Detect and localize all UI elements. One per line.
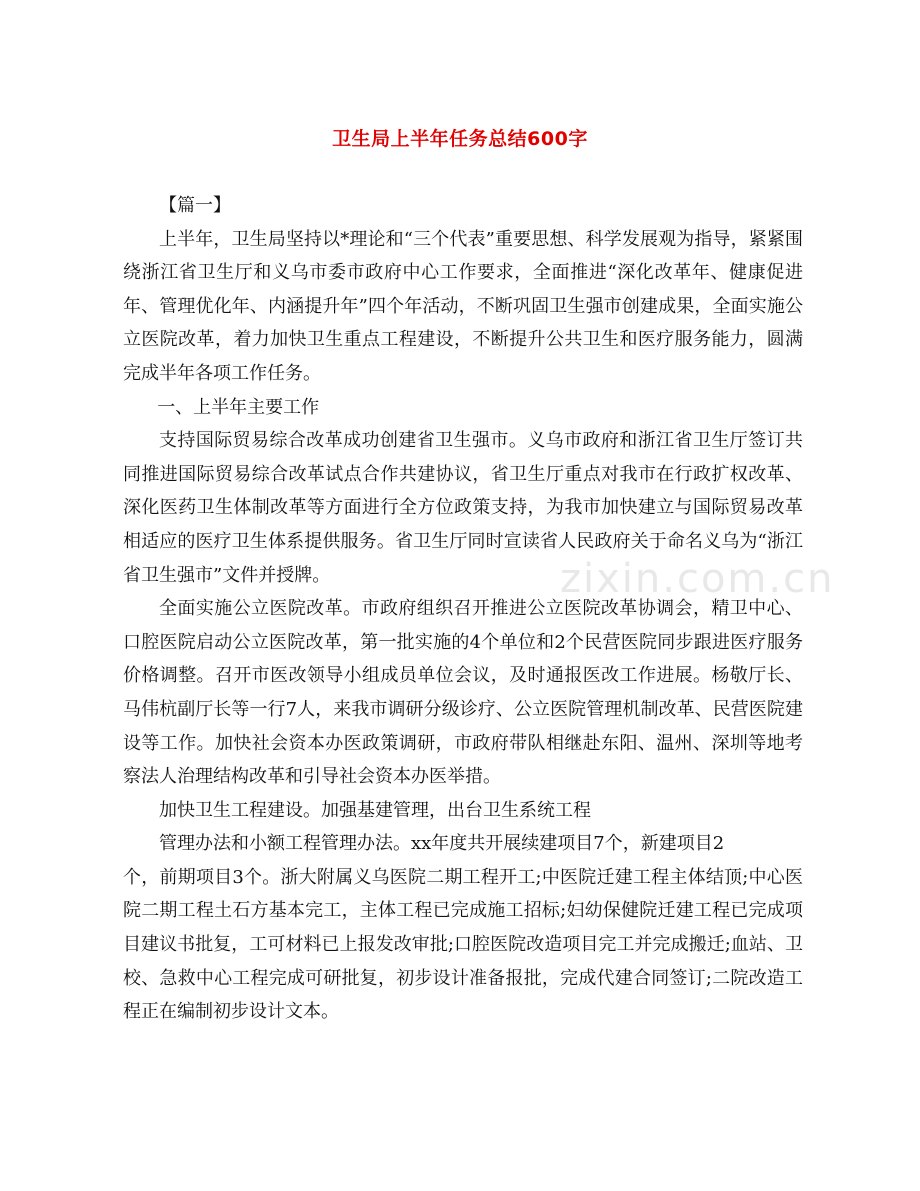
paragraph-trade-reform: 支持国际贸易综合改革成功创建省卫生强市。义乌市政府和浙江省卫生厅签订共同推进国际贸易综合改革试点合作共建协议，省卫生厅重点对我市在行政扩权改革、深化医药卫生体制改革等方面进行全方位政策支持，为我市加快建立与国际贸易改革相适应的医疗卫生体系提供服务。省卫生厅同时宣读省人民政府关于命名义乌为“浙江省卫生强市”文件并授牌。: [123, 430, 803, 586]
document-body: [123, 189, 803, 1029]
paragraph-construction-heading: 加快卫生工程建设。加强基建管理，出台卫生系统工程: [159, 799, 591, 821]
paragraph-construction-details: 个，前期项目3个。浙大附属义乌医院二期工程开工;中医院迁建工程主体结顶;中心医院二期工程土石方基本完工，主体工程已完成施工招标;妇幼保健院迁建工程已完成项目建议书批复，工可材料已上报发改审批;口腔医院改造项目完工并完成搬迁;血站、卫校、急救中心工程完成可研批复，初步设计准备报批，完成代建合同签订;二院改造工程正在编制初步设计文本。: [123, 866, 803, 1023]
section-label: 【篇一】: [159, 195, 231, 216]
watermark-text: zixin.com.cn: [560, 556, 835, 602]
document-title: 卫生局上半年任务总结600字: [332, 128, 588, 150]
section-heading: 一、上半年主要工作: [157, 396, 320, 418]
paragraph-hospital-reform: 全面实施公立医院改革。市政府组织召开推进公立医院改革协调会，精卫中心、口腔医院启动公立医院改革，第一批实施的4个单位和2个民营医院同步跟进医疗服务价格调整。召开市医改领导小组成员单位会议，及时通报医改工作进展。杨敬厅长、马伟杭副厅长等一行7人，来我市调研分级诊疗、公立医院管理机制改革、民营医院建设等工作。加快社会资本办医政策调研，市政府带队相继赴东阳、温州、深圳等地考察法人治理结构改革和引导社会资本办医举措。: [123, 598, 803, 788]
paragraph-construction-line: 管理办法和小额工程管理办法。xx年度共开展续建项目7个，新建项目2: [159, 833, 725, 855]
paragraph-intro: 上半年，卫生局坚持以*理论和“三个代表”重要思想、科学发展观为指导，紧紧围绕浙江省卫生厅和义乌市委市政府中心工作要求，全面推进“深化改革年、健康促进年、管理优化年、内涵提升年”四个年活动，不断巩固卫生强市创建成果，全面实施公立医院改革，着力加快卫生重点工程建设，不断提升公共卫生和医疗服务能力，圆满完成半年各项工作任务。: [123, 228, 803, 384]
